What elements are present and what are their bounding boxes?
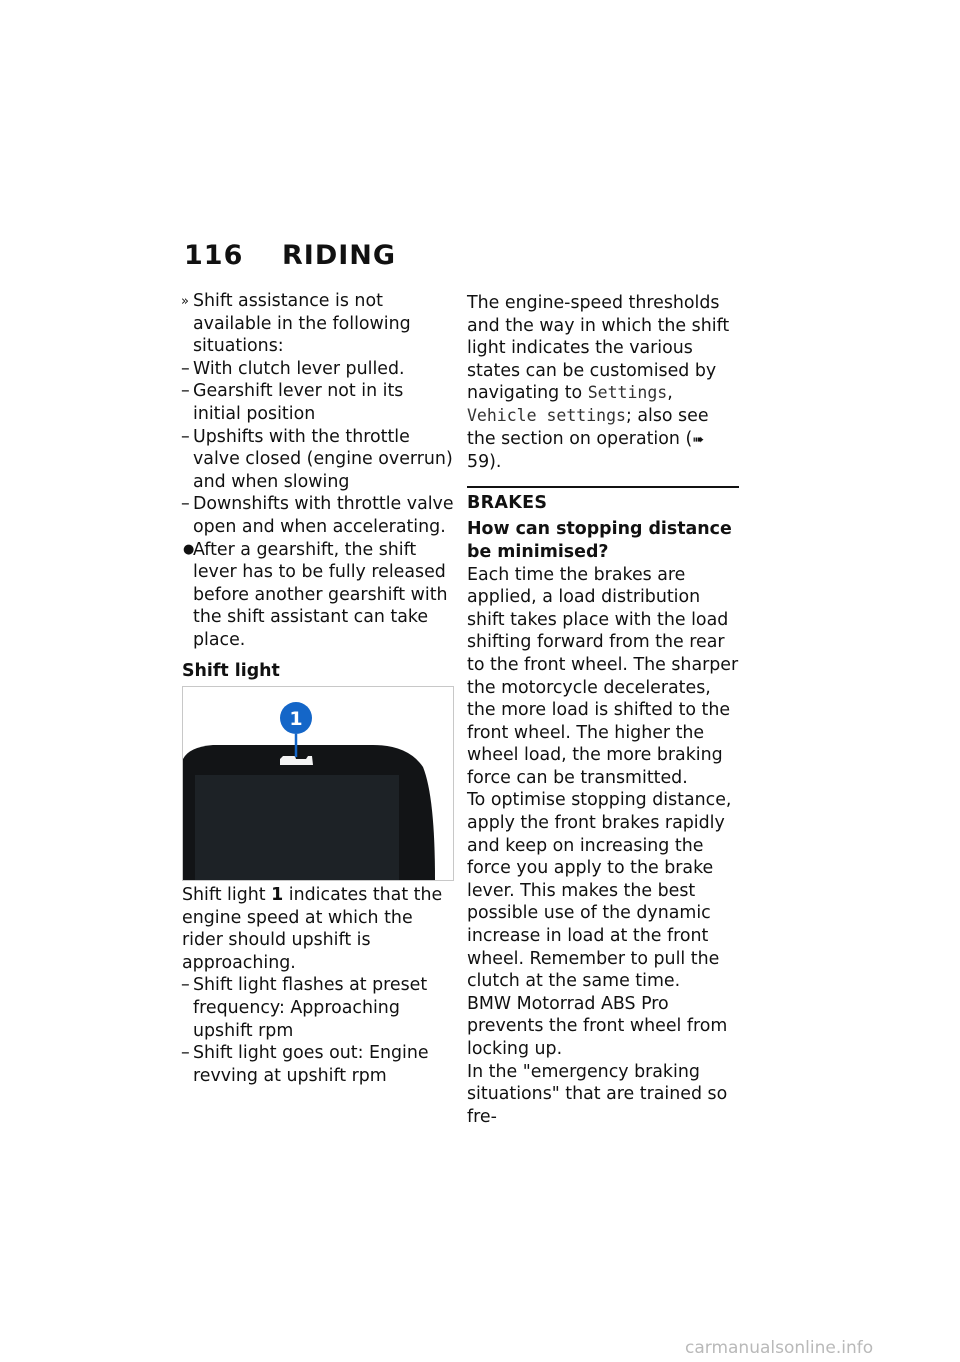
shift-light-description: Shift light 1 indicates that the engine speed at which the rider should upshift is approaching. — [182, 885, 443, 973]
list-item: – Downshifts with throttle valve open and when accelerating. — [181, 494, 454, 537]
list-item: – Shift light flashes at preset frequency: Approaching upshift rpm — [181, 975, 428, 1041]
watermark: carmanualsonline.info — [685, 1338, 874, 1358]
shift-light-heading: Shift light — [182, 660, 280, 681]
figure-callout-label: 1 — [289, 708, 303, 731]
paragraph: In the "emergency braking situations" that are trained so fre- — [467, 1061, 728, 1127]
list-item: – With clutch lever pulled. — [181, 358, 405, 379]
page-reference[interactable]: 59 — [467, 452, 490, 473]
list-item: – Shift light goes out: Engine revving at upshift rpm — [181, 1043, 429, 1086]
paragraph: To optimise stopping distance, apply the front brakes rapidly and keep on increasing the force you apply to the brake lever. This makes the best possible use of the dynamic increase in load at the front wheel. Remember to pull the clutch at the same time. — [467, 790, 732, 992]
paragraph: BMW Motorrad ABS Pro prevents the front wheel from locking up. — [467, 993, 728, 1059]
tft-display-illustration — [183, 687, 453, 880]
list-item: – Upshifts with the throttle valve closed (engine overrun) and when slowing — [181, 426, 453, 492]
chevron-right-icon: » — [181, 294, 189, 309]
section-title: RIDING — [282, 240, 397, 271]
list-item: – Gearshift lever not in its initial position — [181, 381, 404, 424]
shift-light-figure — [182, 686, 454, 881]
left-column — [182, 290, 454, 1087]
section-heading: BRAKES — [467, 492, 548, 513]
page-header — [184, 240, 396, 271]
right-column — [467, 292, 739, 1128]
arrow-right-icon: ➠ — [692, 431, 704, 448]
thresholds-paragraph: The engine-speed thresholds and the way in which the shift light indicates the various states can be customised by navigating to Settings, Vehicle settings; also see the section on operation (➠ 59). — [467, 293, 730, 473]
subheading: How can stopping distance be minimised? — [467, 519, 732, 562]
note-intro: » Shift assistance is not available in the following situations: — [181, 291, 411, 357]
paragraph: Each time the brakes are applied, a load distribution shift takes place with the load shifting forward from the rear to the front wheel. The sharper the motorcycle decelerates, the more load is shifted to the front wheel. The higher the wheel load, the more braking force can be transmitted. — [467, 564, 739, 788]
menu-path-vehicle-settings: Vehicle settings — [467, 405, 626, 425]
page-number: 116 — [184, 240, 244, 271]
menu-path-settings: Settings — [587, 383, 668, 403]
brakes-section — [467, 486, 739, 1129]
bullet-item: ● After a gearshift, the shift lever has to be fully released before another gearshift with the shift assistant can take place. — [183, 539, 448, 650]
